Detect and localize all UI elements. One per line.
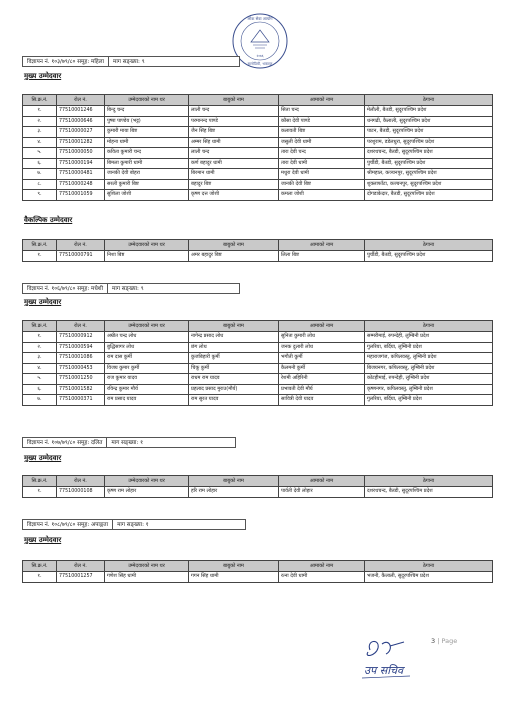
table-row [23,572,493,583]
cell-father: जैन सिंह बिष्ट [189,127,279,138]
cell-serial: ५. [23,374,57,385]
cell-name: अम्रीत चन्द्र लोध [105,332,189,343]
ad-info-box [22,437,236,448]
cell-address: शुक्लाफाँटा, कञ्चनपुर, सुदूरपश्चिम प्रदेश [365,179,493,190]
cell-serial: ७. [23,169,57,180]
table-row [23,116,493,127]
cell-roll: 77510001086 [57,353,105,364]
cell-father: कर्ण बहादुर धामी [189,158,279,169]
cell-mother: कलावती बिष्ट [279,127,365,138]
cell-address: दशरथचन्द, बैतडी, सुदूरपश्चिम प्रदेश [365,148,493,159]
header-name: उम्मेदवारको नाम थर [105,240,189,251]
cell-name: बिमला कुमारी धामी [105,158,189,169]
cell-name: निशा बिष्ट [105,251,189,262]
cell-address: कृष्णनगर, कपिलवस्तु, लुम्बिनी प्रदेश [365,384,493,395]
seal-text-top: लोक सेवा आयोग [247,16,273,21]
main-candidates-label: मुख्य उम्मेदवार [24,454,62,462]
table-row [23,487,493,498]
cell-name: रविन्द्र कुमार मौर्य [105,384,189,395]
cell-name: जानकी देवी बोहरा [105,169,189,180]
header-mother: आमाको नाम [279,240,365,251]
cell-address: धनगढी, कैलाली, सुदूरपश्चिम प्रदेश [365,116,493,127]
cell-serial: ३. [23,353,57,364]
cell-name: गणेश सिंह धामी [105,572,189,583]
cell-mother: भगौती कुर्मी [279,353,365,364]
table-row [23,342,493,353]
ad-seats: माग सङ्ख्या: ९ [107,284,148,293]
header-father: बाबुको नाम [189,240,279,251]
candidate-table [22,560,493,583]
cell-serial: ७. [23,395,57,406]
cell-mother: तारा देवी चन्द [279,148,365,159]
cell-mother: कैलमनी कुर्मी [279,363,365,374]
alternate-candidate-table [22,239,493,262]
cell-serial: ६. [23,384,57,395]
header-name: उम्मेदवारको नाम थर [105,321,189,332]
cell-address: सम्मरीमाई, रुपन्देही, लुम्बिनी प्रदेश [365,332,493,343]
ad-number: विज्ञापन नं. १०३/७९/८० समूह: महिला [27,59,104,65]
cell-address: गुलरिया, बर्दिया, लुम्बिनी प्रदेश [365,342,493,353]
cell-father: परमानन्द पाण्डे [189,116,279,127]
candidate-table [22,320,493,406]
table-row [23,106,493,117]
cell-address: पुर्चौडी, बैतडी, सुदूरपश्चिम प्रदेश [365,158,493,169]
header-name: उम्मेदवारको नाम थर [105,476,189,487]
cell-name: कविता कुमारी चन्द [105,148,189,159]
table-row [23,251,493,262]
cell-serial: २. [23,342,57,353]
table-row [23,127,493,138]
cell-roll: 77510001246 [57,106,105,117]
table-row [23,353,493,364]
cell-serial: ६. [23,158,57,169]
header-serial: सि.क्र.नं. [23,476,57,487]
cell-name: बुद्धिसागर लोध [105,342,189,353]
cell-mother: मधुरा देवी धामी [279,169,365,180]
cell-name: कृष्ण राम लोहार [105,487,189,498]
header-mother: आमाको नाम [279,561,365,572]
cell-serial: ९. [23,190,57,201]
ad-seats: माग सङ्ख्या: ९ [108,57,149,66]
cell-roll: 77510000791 [57,251,105,262]
cell-roll: 77510000481 [57,169,105,180]
cell-serial: १. [23,487,57,498]
table-row [23,148,493,159]
table-row [23,384,493,395]
page-number-label: Page [441,637,458,645]
cell-father: अम्मर सिंह धामी [189,137,279,148]
cell-mother: सिता चन्द [279,106,365,117]
header-address: ठेगाना [365,240,493,251]
cell-mother: लिला बिष्ट [279,251,365,262]
main-candidates-label: मुख्य उम्मेदवार [24,72,62,80]
cell-mother: रेशमी अहिरिनी [279,374,365,385]
cell-father: कुजबिहारी कुर्मी [189,353,279,364]
header-roll: रोल नं. [57,240,105,251]
cell-father: राम सुरत यादव [189,395,279,406]
cell-serial: ३. [23,127,57,138]
table-header-row [23,321,493,332]
header-roll: रोल नं. [57,321,105,332]
header-father: बाबुको नाम [189,476,279,487]
ad-seats: माग सङ्ख्या: १ [112,520,153,529]
cell-roll: 77510001059 [57,190,105,201]
cell-mother: कमला जोशी [279,190,365,201]
header-serial: सि.क्र.नं. [23,240,57,251]
cell-mother: प्रभावती देवी मौर्य [279,384,365,395]
table-row [23,190,493,201]
cell-father: गगन सिंह धामी [189,572,279,583]
cell-father: लाली चन्द [189,106,279,117]
cell-roll: 77510000594 [57,342,105,353]
cell-serial: २. [23,116,57,127]
cell-roll: 77510000371 [57,395,105,406]
table-row [23,395,493,406]
cell-address: दशरथचन्द, बैतडी, सुदूरपश्चिम प्रदेश [365,487,493,498]
cell-roll: 77510000646 [57,116,105,127]
table-row [23,169,493,180]
table-row [23,363,493,374]
header-father: बाबुको नाम [189,95,279,106]
page-number-value: 3 [431,637,436,645]
cell-mother: पार्वती देवी लोहार [279,487,365,498]
cell-roll: 77510000027 [57,127,105,138]
table-row [23,137,493,148]
cell-name: मोहना धामी [105,137,189,148]
header-mother: आमाको नाम [279,476,365,487]
header-mother: आमाको नाम [279,321,365,332]
cell-father: कृष्ण दत्त जोशी [189,190,279,201]
cell-roll: 77510001582 [57,384,105,395]
cell-mother: सावित्री देवी यादव [279,395,365,406]
cell-name: राज कुमार यादव [105,374,189,385]
seal-year: २०७६ [256,54,264,58]
ad-info-box [22,56,240,67]
cell-address: महाराजगंज, कपिलवस्तु, लुम्बिनी प्रदेश [365,353,493,364]
cell-name: राम दास कुर्मी [105,353,189,364]
cell-mother: जानकी देवी बिष्ट [279,179,365,190]
cell-address: मेलौली, बैतडी, सुदूरपश्चिम प्रदेश [365,106,493,117]
cell-serial: ८. [23,179,57,190]
cell-address: दोगडाकेदार, बैतडी, सुदूरपश्चिम प्रदेश [365,190,493,201]
cell-father: अमर बहादुर बिष्ट [189,251,279,262]
cell-name: राम प्रसाद यादव [105,395,189,406]
cell-serial: ४. [23,137,57,148]
cell-serial: ४. [23,363,57,374]
cell-mother: जसुली देवी धामी [279,137,365,148]
table-row [23,158,493,169]
header-father: बाबुको नाम [189,561,279,572]
cell-name: सुशिला जोशी [105,190,189,201]
cell-father: नागेन्द्र प्रसाद लोध [189,332,279,343]
cell-address: पाटन, बैतडी, सुदूरपश्चिम प्रदेश [365,127,493,138]
header-father: बाबुको नाम [189,321,279,332]
main-candidates-label: मुख्य उम्मेदवार [24,536,62,544]
cell-father: बिरमान धामी [189,169,279,180]
cell-father: हरि राम लोहार [189,487,279,498]
candidate-table [22,475,493,498]
ad-info-box [22,519,246,530]
main-candidates-label: मुख्य उम्मेदवार [24,298,62,306]
ad-info-box [22,283,240,294]
table-header-row [23,561,493,572]
header-roll: रोल नं. [57,95,105,106]
cell-father: छंग लोध [189,342,279,353]
page-number [431,637,457,645]
header-mother: आमाको नाम [279,95,365,106]
cell-roll: 77510000453 [57,363,105,374]
table-header-row [23,95,493,106]
ad-number: विज्ञापन नं. १०६/७९/८० समूह: मधेशी [27,286,104,292]
header-serial: सि.क्र.नं. [23,95,57,106]
cell-father: राधम राम यादव [189,374,279,385]
ad-number: विज्ञापन नं. १०७/७९/८० समूह: दलित [27,440,103,446]
cell-serial: १. [23,106,57,117]
cell-address: गुलरिया, बर्दिया, लुम्बिनी प्रदेश [365,395,493,406]
cell-address: श्रीमहाल, कञ्चनपुर, सुदूरपश्चिम प्रदेश [365,169,493,180]
header-address: ठेगाना [365,476,493,487]
header-address: ठेगाना [365,561,493,572]
header-address: ठेगाना [365,95,493,106]
cell-serial: १. [23,251,57,262]
cell-roll: 77510001250 [57,374,105,385]
page-number-separator: | [437,637,440,645]
cell-roll: 77510001282 [57,137,105,148]
table-header-row [23,240,493,251]
cell-name: विजय कुमार कुर्मी [105,363,189,374]
header-roll: रोल नं. [57,476,105,487]
table-header-row [23,476,493,487]
cell-address: परशुराम, डडेलधुरा, सुदूरपश्चिम प्रदेश [365,137,493,148]
cell-serial: १. [23,332,57,343]
header-name: उम्मेदवारको नाम थर [105,561,189,572]
cell-address: भजनी, कैलाली, सुदूरपश्चिम प्रदेश [365,572,493,583]
cell-serial: १. [23,572,57,583]
cell-name: कुमारी माया बिष्ट [105,127,189,138]
header-roll: रोल नं. [57,561,105,572]
cell-address: कोटहीमाई, रुपन्देही, लुम्बिनी प्रदेश [365,374,493,385]
cell-father: लाली चन्द [189,148,279,159]
cell-roll: 77510000050 [57,148,105,159]
seal-text-bottom: सानोठिमी, भक्तपुर [247,62,273,66]
cell-father: बहादुर बिष्ट [189,179,279,190]
cell-name: पुष्पा पाण्डेय (भट्ट) [105,116,189,127]
cell-roll: 77510000194 [57,158,105,169]
cell-mother: कौसा देवी पाण्डे [279,116,365,127]
header-address: ठेगाना [365,321,493,332]
alternate-candidates-label: वैकल्पिक उम्मेदवार [24,216,73,224]
cell-address: बिजयनगर, कपिलवस्तु, लुम्बिनी प्रदेश [365,363,493,374]
ad-number: विज्ञापन नं. १०८/७९/८० समूह: अपाङ्गता [27,522,109,528]
cell-name: बिन्दु चन्द [105,106,189,117]
cell-address: पुर्चौडी, बैतडी, सुदूरपश्चिम प्रदेश [365,251,493,262]
cell-father: चिकू कुर्मी [189,363,279,374]
cell-mother: रत्ना देवी धामी [279,572,365,583]
cell-roll: 77510001257 [57,572,105,583]
signature-title: उप सचिव [364,664,404,677]
cell-serial: ५. [23,148,57,159]
cell-mother: जनक दुलारी लोध [279,342,365,353]
signature [360,636,424,684]
table-row [23,179,493,190]
table-row [23,374,493,385]
cell-name: सरली कुमारी बिष्ट [105,179,189,190]
cell-roll: 77510000108 [57,487,105,498]
ad-seats: माग सङ्ख्या: १ [106,438,147,447]
header-serial: सि.क्र.नं. [23,321,57,332]
cell-roll: 77510000248 [57,179,105,190]
cell-roll: 77510000912 [57,332,105,343]
cell-mother: सुनिता कुमारी लोध [279,332,365,343]
header-serial: सि.क्र.नं. [23,561,57,572]
cell-father: प्रहलाद प्रसाद मुराउ(मौर्य) [189,384,279,395]
header-name: उम्मेदवारको नाम थर [105,95,189,106]
table-row [23,332,493,343]
cell-mother: तारा देवी धामी [279,158,365,169]
candidate-table [22,94,493,201]
